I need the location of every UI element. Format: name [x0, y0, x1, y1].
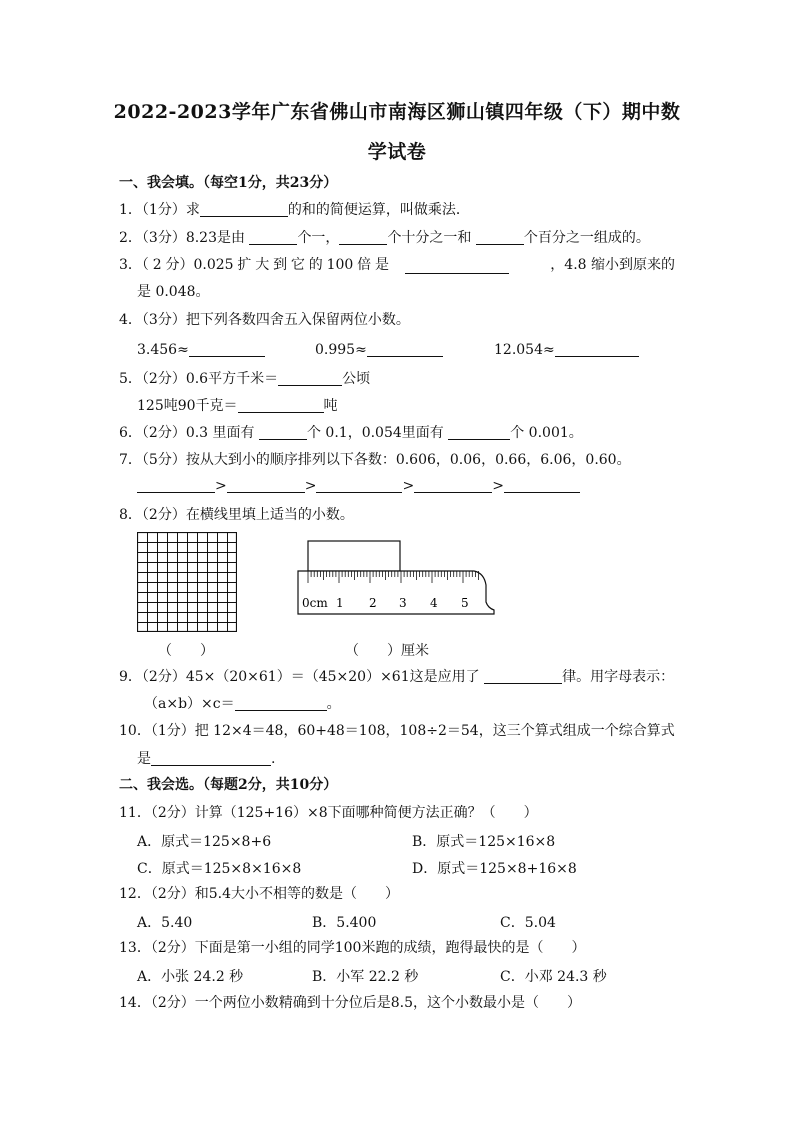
question-13-option-b[interactable]: B．小军 22.2 秒: [312, 969, 419, 985]
question-2-text-c: 个十分之一和: [387, 230, 476, 246]
question-1-text-a: 1．（1分）求: [119, 202, 200, 218]
answer-blank[interactable]: [484, 669, 562, 684]
question-4-item-2: [315, 342, 443, 358]
question-2-text-a: 2．（3分）8.23是由: [119, 230, 250, 246]
token: 它: [290, 257, 305, 273]
token: 3．（: [119, 257, 149, 273]
question-6: [119, 424, 583, 442]
question-12: 12．（2分）和5.4大小不相等的数是（ ）: [119, 886, 399, 902]
token: 100: [326, 257, 354, 273]
question-9-line-2: [144, 695, 341, 713]
answer-blank[interactable]: [504, 478, 580, 493]
answer-blank[interactable]: [316, 478, 402, 493]
question-13-option-a[interactable]: A．小张 24.2 秒: [137, 969, 244, 985]
answer-blank[interactable]: [200, 202, 288, 217]
answer-blank[interactable]: [476, 230, 524, 245]
question-5-text-d: 吨: [323, 398, 338, 414]
token: 扩: [237, 257, 252, 273]
question-3-spaced-text: [119, 256, 389, 274]
question-9-text-b: 律。用字母表示：: [562, 669, 675, 685]
question-2-text-d: 个百分之一组成的。: [523, 230, 650, 246]
question-1-text-b: 的和的简便运算，叫做乘法．: [287, 202, 470, 218]
question-5-text-a: 5．（2分）0.6平方千米＝: [119, 371, 279, 387]
answer-blank[interactable]: [555, 342, 639, 357]
question-3: [119, 256, 675, 274]
question-1: [119, 201, 470, 219]
question-10-text-c: .: [271, 751, 276, 767]
question-10-line-2: [137, 750, 275, 768]
answer-blank[interactable]: [278, 371, 342, 386]
ruler-label-1: 1: [336, 596, 344, 610]
token: 2: [152, 257, 162, 273]
token: 倍: [357, 257, 372, 273]
answer-blank[interactable]: [448, 425, 510, 440]
question-2: [119, 229, 650, 247]
ruler-unit: 厘米: [401, 643, 429, 659]
question-7: 7．（5分）按从大到小的顺序排列以下各数：0.606，0.06，0.66，6.06，0.60。: [119, 452, 631, 468]
question-3-text-b: ，4.8 缩小到原来的: [550, 257, 675, 273]
greater-than-sign: >: [215, 478, 227, 494]
question-10: 10．（1分）把 12×4＝48，60+48＝108，108÷2＝54，这三个算式组成一个综合算式: [119, 723, 675, 739]
question-9: [119, 668, 674, 686]
answer-blank[interactable]: [137, 478, 215, 493]
question-5-text-c: 125吨90千克＝: [137, 398, 238, 414]
question-6-text-b: 个 0.1，0.054里面有: [306, 425, 449, 441]
answer-blank[interactable]: [259, 425, 307, 440]
question-8: 8．（2分）在横线里填上适当的小数。: [119, 507, 354, 523]
question-11-option-b[interactable]: B．原式＝125×16×8: [412, 834, 556, 850]
answer-blank[interactable]: [189, 342, 265, 357]
greater-than-sign: >: [304, 478, 317, 494]
question-13: 13．（2分）下面是第一小组的同学100米跑的成绩，跑得最快的是（ ）: [119, 940, 586, 956]
question-12-option-c[interactable]: C．5.04: [500, 915, 556, 931]
hundred-square-grid: [137, 532, 237, 632]
ruler-figure: [296, 540, 498, 616]
question-4-item-1: [137, 342, 265, 358]
exam-title-line-1: 2022-2023学年广东省佛山市南海区狮山镇四年级（下）期中数: [113, 101, 681, 123]
section-1-heading: 一、我会填。（每空1分，共23分）: [119, 175, 338, 191]
question-11-option-c[interactable]: C．原式＝125×8×16×8: [137, 861, 302, 877]
greater-than-sign: >: [492, 478, 504, 494]
answer-blank[interactable]: [151, 751, 271, 766]
question-4-item-label: 12.054≈: [494, 342, 555, 358]
ruler-label-5: 5: [461, 596, 469, 610]
question-5: [119, 370, 370, 388]
answer-blank[interactable]: [339, 230, 387, 245]
question-6-text-c: 个 0.001。: [510, 425, 583, 441]
answer-blank[interactable]: [414, 478, 492, 493]
question-5-text-b: 公顷: [342, 371, 371, 387]
question-12-option-b[interactable]: B．5.400: [312, 915, 377, 931]
token: 分）0.025: [165, 257, 234, 273]
question-4-item-3: [494, 342, 639, 358]
question-4-item-label: 0.995≈: [315, 342, 367, 358]
answer-blank[interactable]: [238, 398, 324, 413]
question-13-option-c[interactable]: C．小邓 24.3 秒: [500, 969, 607, 985]
question-10-text-b: 是: [137, 751, 151, 767]
question-4-item-label: 3.456≈: [137, 342, 189, 358]
measured-rectangle: [308, 541, 400, 571]
answer-blank[interactable]: [249, 230, 297, 245]
question-3-line-2: 是 0.048。: [137, 284, 210, 300]
question-11-option-a[interactable]: A．原式＝125×8+6: [137, 834, 272, 850]
token: 到: [273, 257, 288, 273]
question-11: 11．（2分）计算（125+16）×8下面哪种简便方法正确？（ ）: [119, 805, 538, 821]
token: 的: [308, 257, 323, 273]
ruler-answer-paren[interactable]: （ ）: [345, 643, 401, 659]
ruler-label-2: 2: [369, 596, 377, 610]
question-6-text-a: 6．（2分）0.3 里面有: [119, 425, 259, 441]
answer-blank[interactable]: [235, 696, 327, 711]
question-9-text-c: （a×b）×c＝: [144, 696, 235, 712]
ruler-label-0: 0cm: [302, 596, 328, 610]
answer-blank[interactable]: [367, 342, 443, 357]
exam-title-line-2: 学试卷: [367, 141, 427, 163]
greater-than-sign: >: [402, 478, 415, 494]
question-5-line-2: [137, 397, 338, 415]
question-2-text-b: 个一，: [297, 230, 340, 246]
question-12-option-a[interactable]: A．5.40: [137, 915, 193, 931]
grid-answer-paren[interactable]: （ ）: [158, 643, 214, 659]
question-9-text-a: 9．（2分）45×（20×61）＝（45×20）×61这是应用了: [119, 669, 485, 685]
question-11-option-d[interactable]: D．原式＝125×8+16×8: [412, 861, 577, 877]
question-14: 14．（2分）一个两位小数精确到十分位后是8.5，这个小数最小是（ ）: [119, 995, 581, 1011]
ruler-answer: [345, 640, 429, 660]
answer-blank[interactable]: [405, 259, 509, 274]
question-7-answer-row: [137, 478, 580, 494]
ruler-label-4: 4: [430, 596, 438, 610]
question-4: 4．（3分）把下列各数四舍五入保留两位小数。: [119, 312, 410, 328]
section-2-heading: 二、我会选。（每题2分，共10分）: [119, 777, 338, 793]
token: 是: [374, 257, 389, 273]
ruler-label-3: 3: [399, 596, 407, 610]
answer-blank[interactable]: [227, 478, 305, 493]
question-9-text-d: 。: [326, 696, 341, 712]
token: 大: [255, 257, 270, 273]
